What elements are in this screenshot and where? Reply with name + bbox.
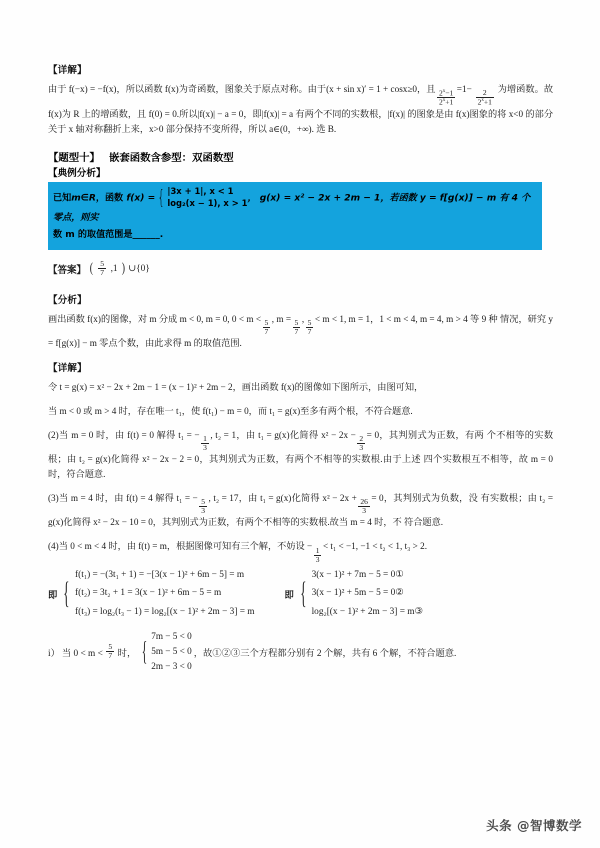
solution-intro-text: 令 t = g(x) = x² − 2x + 2m − 1 = (x − 1)² + 2m − 2，画出函数 f(x)的图像如下图所示，由图可知， — [48, 381, 424, 392]
analysis-line1b: , m = — [271, 313, 292, 324]
watermark: 头条 @智博数学 — [486, 818, 582, 833]
topic-heading — [48, 149, 553, 164]
paragraph-case-2 — [48, 428, 553, 482]
prev-solution-line3: 的图象是由 f(x)图象的将 x<0 的部分关于 x 轴对称翻折上来，x>0 部分保持不变所得，所以 a∈(0，+∞). 选 — [48, 108, 554, 134]
section-label-detail: 【详解】 — [48, 362, 87, 374]
case-3-line3: 符合题意. — [404, 517, 444, 528]
system-left-prefix: 即 — [48, 590, 58, 602]
system-right-row-1: 3(x − 1)² + 7m − 5 = 0① — [311, 569, 404, 580]
case-3-id: (3) — [48, 493, 59, 504]
subcase-i-pre: 当 0 < m < — [61, 648, 103, 659]
page-content — [48, 62, 553, 682]
question-comma: ，函数 — [95, 193, 124, 204]
subcase-i-conditions — [138, 631, 191, 673]
answer-union: ∪{0} — [128, 264, 150, 275]
piecewise-case-1: |3x + 1|, x < 1 — [167, 185, 234, 196]
equation-system-left — [48, 570, 255, 619]
case-4-id: (4) — [48, 541, 59, 552]
fraction-5-7-b: $\frac{5}{7}$ — [294, 317, 299, 336]
question-fx: f(x) = — [126, 193, 156, 204]
fraction-5-7-subcase: $\frac{5}{7}$ — [108, 641, 113, 661]
fraction-2x-1: $\frac{2^x-1}{2^x+1}$ — [438, 87, 454, 107]
prev-solution-line2: 为增函数。故 f(x)为 R 上的增函数，且 f(0) = 0.所以|f(x)| − a = 0，即|f(x)| = a 有两个不同的实数根，|f(x)| — [48, 84, 554, 119]
fraction-5-7-a: $\frac{5}{7}$ — [264, 317, 269, 336]
equation-system-right — [285, 570, 423, 619]
question-m-in-r: m∈R — [71, 193, 96, 204]
case-2-line3: 四个实数根互不相等，故 m = 0 时，符合题意. — [48, 454, 554, 480]
question-gx: ， g(x) = x² − 2x + 2m − 1，若函数 y = f[g(x)] − m 有 4 个零点，则实 — [53, 193, 531, 223]
subcase-i-mid: 时， — [117, 648, 137, 659]
highlighted-question — [48, 182, 542, 250]
prev-solution-line1: 由于 f(−x) = −f(x)，所以函数 f(x)为奇函数，图象关于原点对称。由于(x + sin x)′ = 1 + cosx≥0，且 — [48, 84, 436, 94]
prev-solution-line4: B. — [327, 123, 337, 134]
question-line2: 数 m 的取值范围是______. — [53, 230, 164, 241]
paragraph-case-3 — [48, 491, 553, 530]
paragraph-case-1 — [48, 404, 553, 419]
brace-icon-conditions: { — [142, 636, 148, 667]
close-paren-icon: ) — [121, 260, 125, 277]
case-2-line2: 个不相等的实数根；由 t₂ = g(x)化简得 x² − 2x − 2 = 0，其判别式为正数，有两个不相等的实数根.由于上述 — [48, 429, 554, 465]
piecewise-function — [155, 186, 247, 210]
question-prefix: 已知 — [53, 193, 72, 204]
case-3-part-c: = 0，其判别式为负数，没 — [371, 493, 479, 504]
case-4-part-b: < t₁ < −1, −1 < t₂ < 1, t₃ > 2. — [322, 541, 428, 552]
brace-icon-right: { — [300, 576, 307, 611]
fraction-5-7-c: $\frac{5}{7}$ — [307, 317, 312, 336]
condition-2: 5m − 5 < 0 — [151, 645, 192, 656]
system-right-row-3: log₂[(x − 1)² + 2m − 3] = m③ — [311, 607, 423, 618]
case-2-id: (2) — [48, 429, 59, 440]
section-label-detail-prev: 【详解】 — [48, 65, 87, 76]
paragraph-prev-solution: 由于 f(−x) = −f(x)，所以函数 f(x)为奇函数，图象关于原点对称。由于(x + sin x)′ = 1 + cosx≥0，且 $\frac{2^x-1}{2^x+1}$ =1− $\frac{2}{2^x+1}$ 为增函数。故 f(x)为 R 上的增函数，且 f(0) = 0.所以|f(x)| − a = 0，即|f(x)| = a 有两个不同的实数根，|f(x)| 的图象是由 f(x)图象的将 x<0 的部分关于 x 轴对称翻折上来，x>0 部分保持不变所得，所以 a∈(0，+∞). 选 B. — [48, 84, 554, 134]
case-3-part-b: , t₂ = 17，由 t₁ = g(x)化简得 x² − 2x + — [208, 493, 357, 504]
fraction-5-3-case3: $\frac{5}{3}$ — [201, 497, 205, 516]
piecewise-case-2: log₂(x − 1), x > 1 — [167, 197, 248, 208]
paragraph-analysis — [48, 312, 553, 351]
analysis-line2: 情况，研究 y = f[g(x)] − m 零点个数，由此求得 m 的取值范围. — [48, 313, 554, 349]
subcase-i — [48, 631, 553, 673]
brace-icon: { — [157, 185, 165, 209]
topic-heading-tag: 【题型十】 — [48, 151, 100, 164]
brace-icon-left: { — [63, 576, 70, 611]
fraction-1-3-case2: $\frac{1}{3}$ — [203, 433, 207, 453]
case-4-part-a: 当 0 < m < 4 时，由 f(t) = m，根据图像可知有三个解，不妨设 − — [58, 541, 313, 552]
condition-1: 7m − 5 < 0 — [151, 630, 192, 641]
answer-fraction: $\frac{5}{7}$ — [100, 258, 105, 278]
case-2-part-a: 当 m = 0 时，由 f(t) = 0 解得 t₁ = − — [58, 429, 200, 440]
system-right-prefix: 即 — [284, 590, 294, 602]
case-2-part-b: , t₂ = 1，由 t₁ = g(x)化简得 x² − 2x − — [210, 429, 356, 440]
open-paren-icon: ( — [89, 260, 94, 277]
case-1-text: 当 m < 0 或 m > 4 时，存在唯一 t₁，使 f(t₁) − m = 0，而 t₁ = g(x)至多有两个根，不符合题意. — [48, 405, 413, 416]
example-analysis-label: 【典例分析】 — [48, 167, 106, 179]
paragraph-solution-intro — [48, 380, 553, 395]
section-label-analysis: 【分析】 — [48, 294, 87, 306]
subcase-i-id: i） — [48, 648, 60, 659]
answer-row — [48, 260, 553, 278]
case-2-part-c: = 0，其判别式为正数，有两 — [366, 429, 485, 440]
answer-interval-right: ,1 — [110, 263, 118, 274]
condition-3: 2m − 3 < 0 — [151, 660, 192, 671]
system-left-row-2: f(t₂) = 3t₂ + 1 = 3(x − 1)² + 6m − 5 = m — [75, 588, 222, 599]
fraction-2-over-2x1: $\frac{2}{2^x+1}$ — [477, 88, 492, 107]
fraction-26-3-case3: $\frac{26}{3}$ — [360, 497, 368, 516]
system-left-row-1: f(t₁) = −(3t₁ + 1) = −[3(x − 1)² + 6m − 5] = m — [75, 569, 245, 580]
subcase-i-post: ，故①②③三个方程都分别有 2 个解，共有 6 个解，不符合题意. — [193, 648, 457, 659]
equation-systems — [48, 570, 553, 619]
analysis-line1a: 画出函数 f(x)的图像，对 m 分成 m < 0, m = 0, 0 < m < — [48, 313, 261, 324]
topic-heading-title: 嵌套函数含参型：双函数型 — [108, 151, 234, 164]
system-right-row-2: 3(x − 1)² + 5m − 5 = 0② — [311, 588, 404, 599]
analysis-line1c: , — [301, 313, 305, 324]
paragraph-case-4 — [48, 539, 553, 563]
answer-label: 【答案】 — [48, 264, 87, 276]
system-left-row-3: f(t₃) = log₂(t₃ − 1) = log₂[(x − 1)² + 2m − 3] = m — [75, 607, 255, 618]
analysis-line1d: < m < 1, m = 1，1 < m < 4, m = 4, m > 4 等 9 种 — [314, 313, 498, 324]
case-3-line2: 有实数根；由 t₂ = g(x)化简得 x² − 2x − 10 = 0，其判别式为正数，有两个不相等的实数根.故当 m = 4 时，不 — [48, 493, 554, 528]
fraction-2-3-case2: $\frac{2}{3}$ — [359, 433, 364, 453]
fraction-1-3-case4: $\frac{1}{3}$ — [315, 545, 320, 564]
case-3-part-a: 当 m = 4 时，由 f(t) = 4 解得 t₁ = − — [58, 493, 198, 504]
